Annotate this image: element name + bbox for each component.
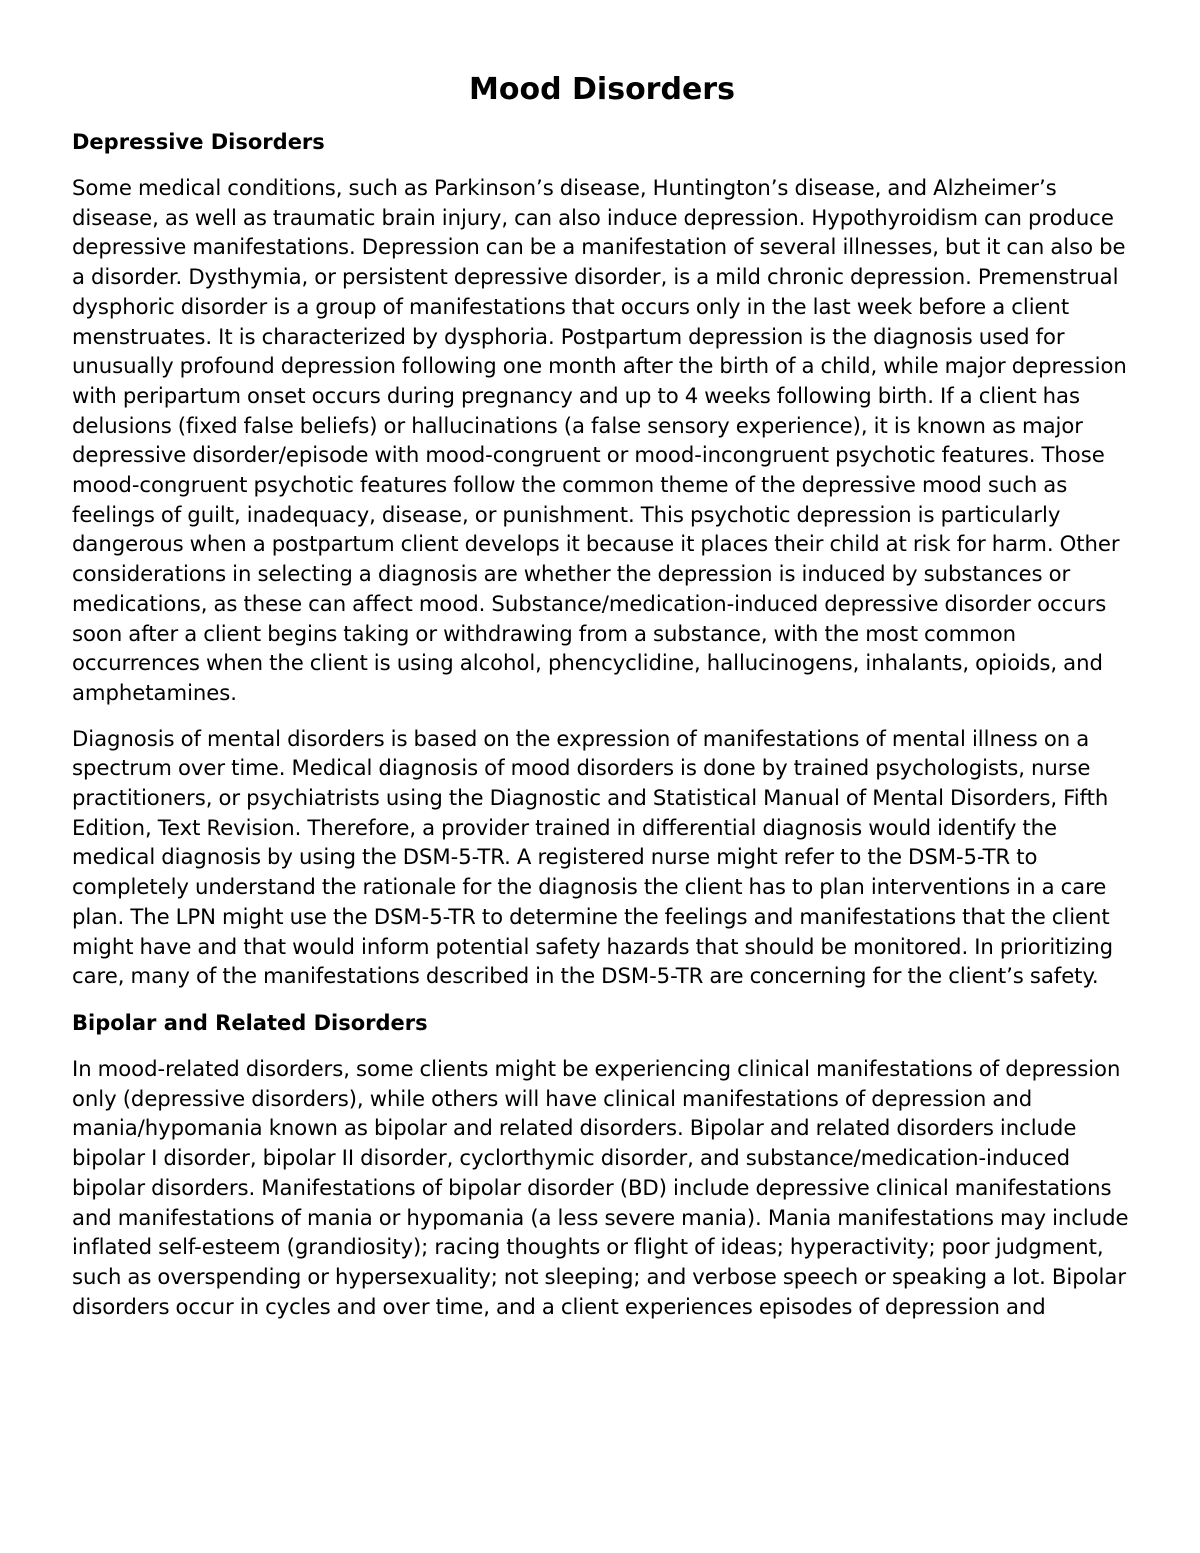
paragraph-bipolar-overview: In mood-related disorders, some clients might be experiencing clinical manifestations of depression only (depressive disorders), while others will have clinical manifestations of depression and mania/hypomania known as bipolar and related disorders. Bipolar and related disorders include bipolar I disorder, bipolar II disorder, cyclorthymic disorder, and substance/medication-induced bipolar disorders. Manifestations of bipolar disorder (BD) include depressive clinical manifestations and manifestations of mania or hypomania (a less severe mania). Mania manifestations may include inflated self-esteem (grandiosity); racing thoughts or flight of ideas; hyperactivity; poor judgment, such as overspending or hypersexuality; not sleeping; and verbose speech or speaking a lot. Bipolar disorders occur in cycles and over time, and a client experiences episodes of depression and <box>72 1055 1129 1319</box>
paragraph-diagnosis-dsm: Diagnosis of mental disorders is based on the expression of manifestations of mental illness on a spectrum over time. Medical diagnosis of mood disorders is done by trained psychologists, nurse practitioners, or psychiatrists using the Diagnostic and Statistical Manual of Mental Disorders, Fifth Edition, Text Revision. Therefore, a provider trained in differential diagnosis would identify the medical diagnosis by using the DSM-5-TR. A registered nurse might refer to the DSM-5-TR to completely understand the rationale for the diagnosis the client has to plan interventions in a care plan. The LPN might use the DSM-5-TR to determine the feelings and manifestations that the client might have and that would inform potential safety hazards that should be monitored. In prioritizing care, many of the manifestations described in the DSM-5-TR are concerning for the client’s safety. <box>72 725 1113 989</box>
paragraph-depressive-causes: Some medical conditions, such as Parkinson’s disease, Huntington’s disease, and Alzheimer’s disease, as well as traumatic brain injury, can also induce depression. Hypothyroidism can produce depressive manifestations. Depression can be a manifestation of several illnesses, but it can also be a disorder. Dysthymia, or persistent depressive disorder, is a mild chronic depression. Premenstrual dysphoric disorder is a group of manifestations that occurs only in the last week before a client menstruates. It is characterized by dysphoria. Postpartum depression is the diagnosis used for unusually profound depression following one month after the birth of a child, while major depression with peripartum onset occurs during pregnancy and up to 4 weeks following birth. If a client has delusions (fixed false beliefs) or hallucinations (a false sensory experience), it is known as major depressive disorder/episode with mood-congruent or mood-incongruent psychotic features. Those mood-congruent psychotic features follow the common theme of the depressive mood such as feelings of guilt, inadequacy, disease, or punishment. This psychotic depression is particularly dangerous when a postpartum client develops it because it places their child at risk for harm. Other considerations in selecting a diagnosis are whether the depression is induced by substances or medications, as these can affect mood. Substance/medication-induced depressive disorder occurs soon after a client begins taking or withdrawing from a substance, with the most common occurrences when the client is using alcohol, phencyclidine, hallucinogens, inhalants, opioids, and amphetamines. <box>72 175 1127 705</box>
document-page <box>72 70 1132 1321</box>
section-heading-depressive-disorders: Depressive Disorders <box>72 130 325 154</box>
section-heading-bipolar-disorders: Bipolar and Related Disorders <box>72 1010 428 1035</box>
page-title: Mood Disorders <box>469 72 735 107</box>
